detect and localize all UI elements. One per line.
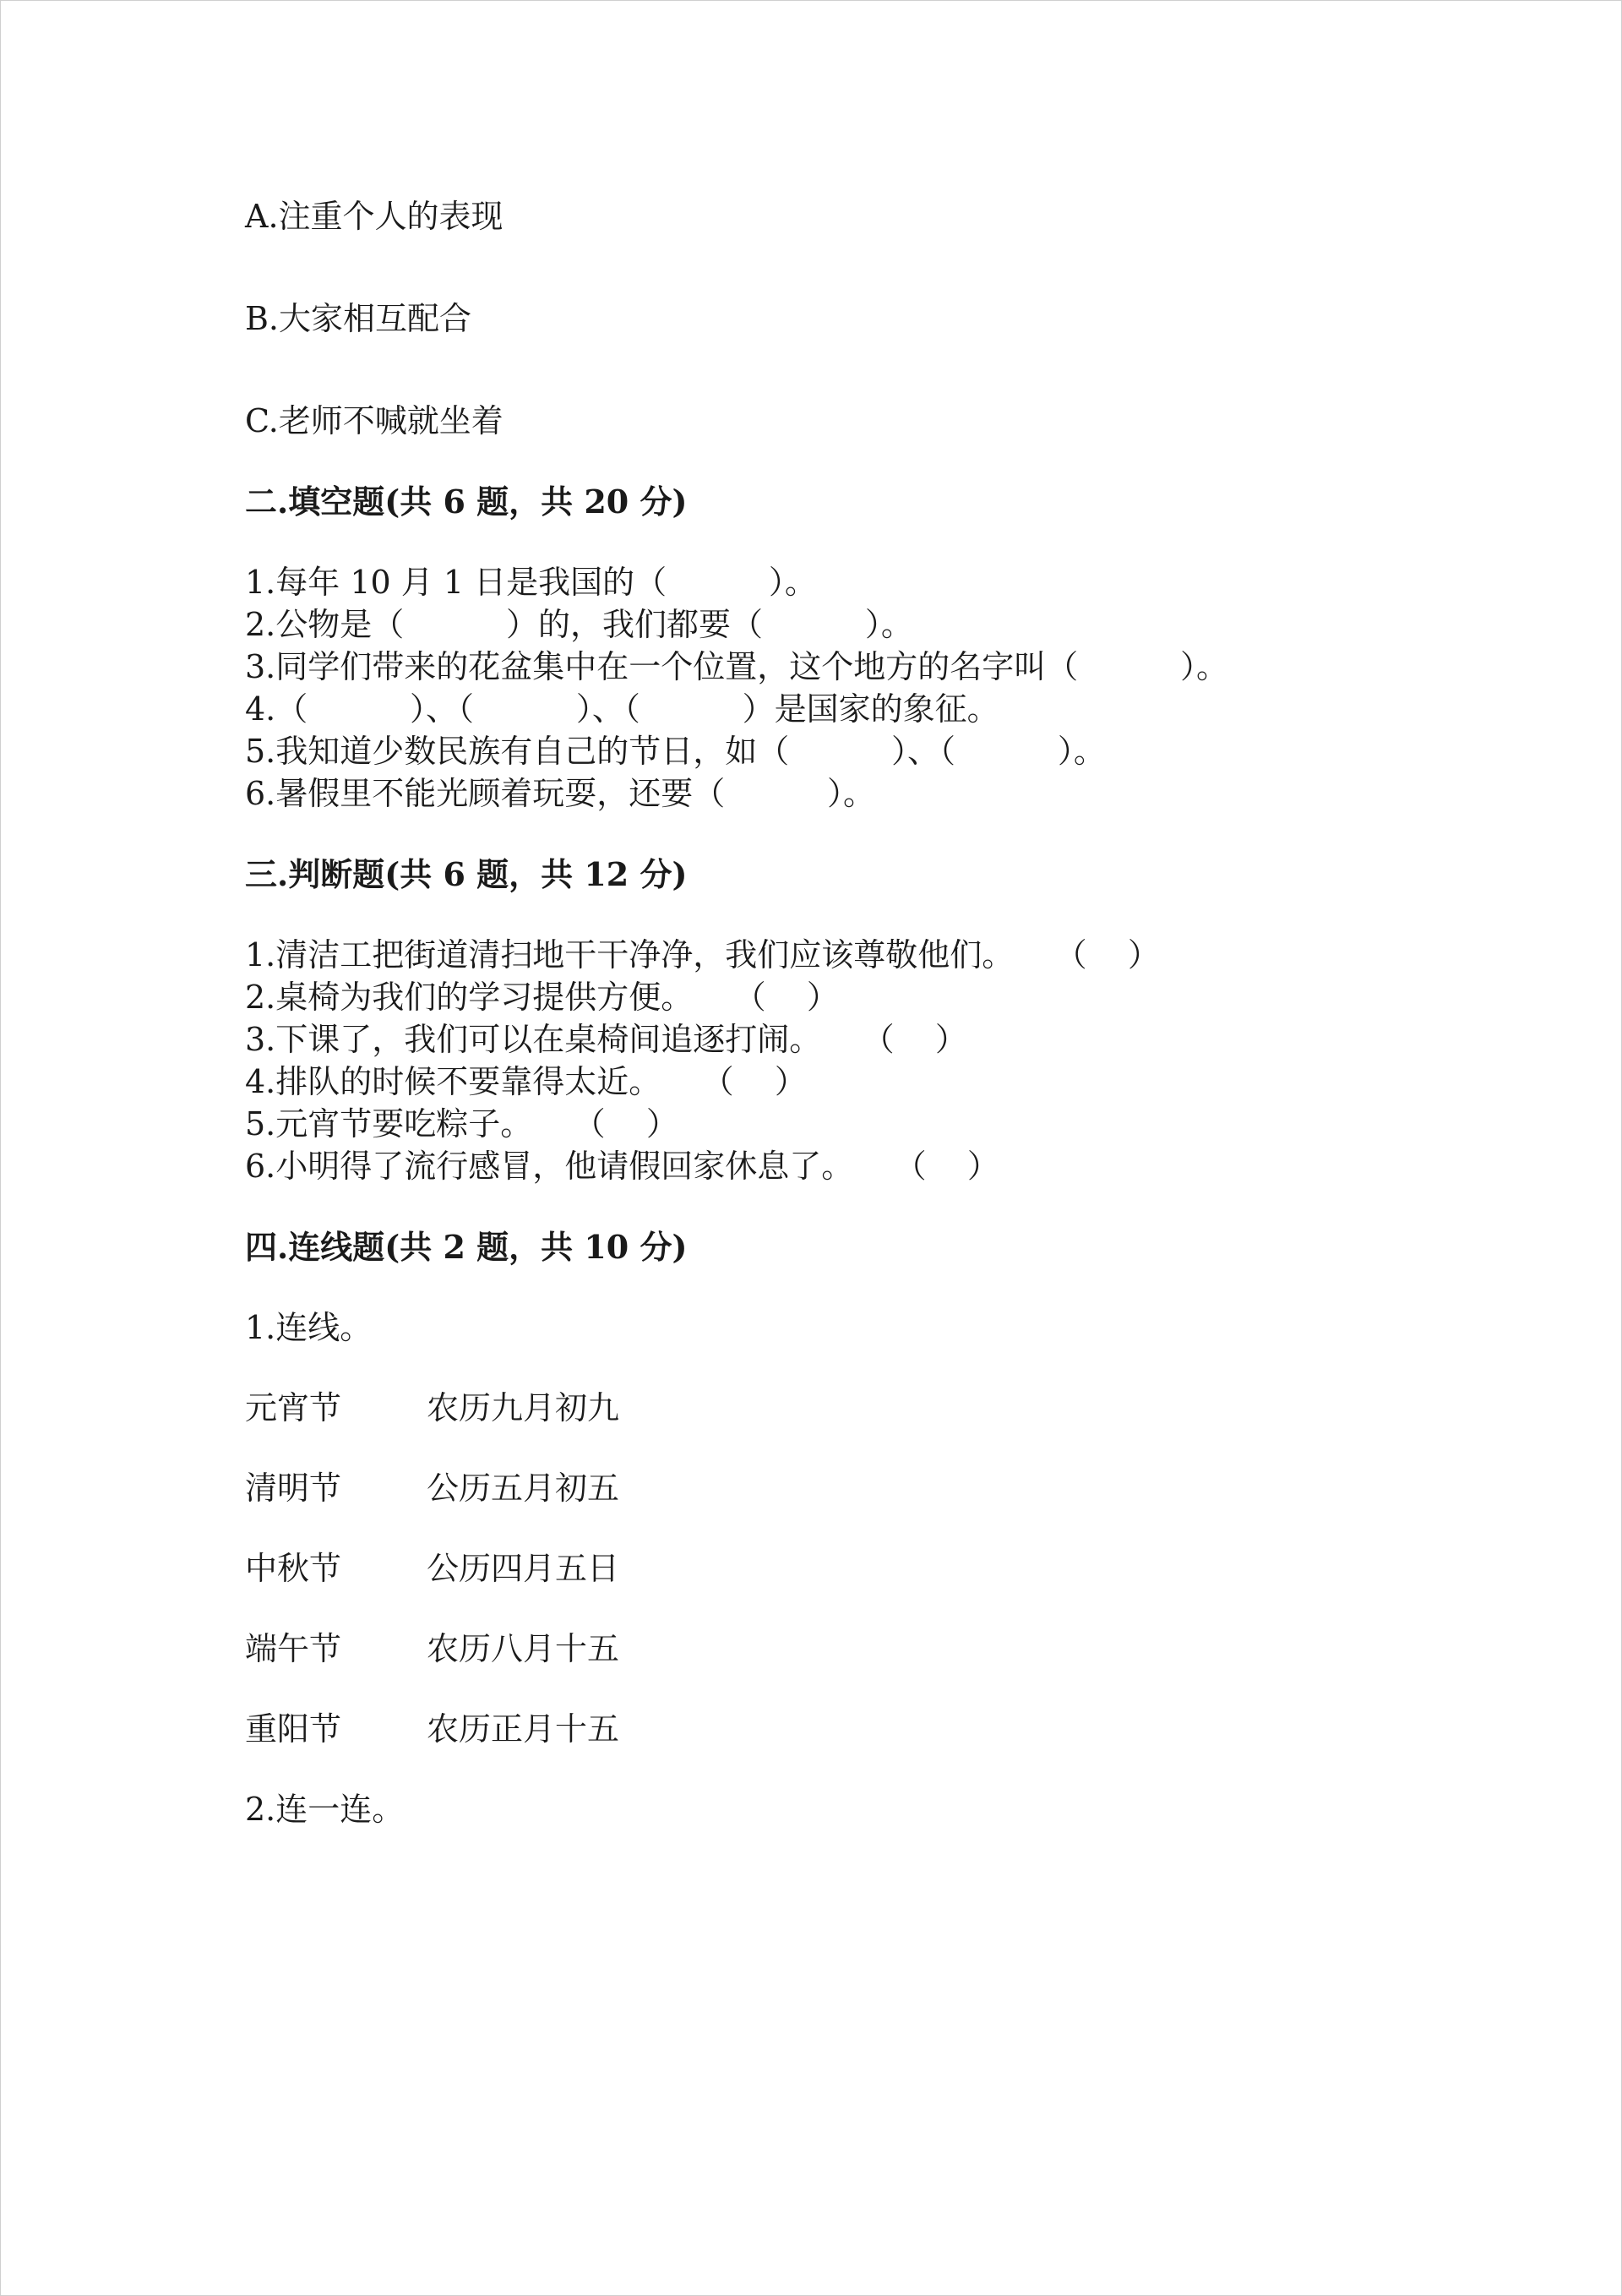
fill-question: 6.暑假里不能光顾着玩耍，还要（ ）。: [245, 775, 876, 812]
matching-left-item: 清明节: [245, 1470, 342, 1507]
fill-question: 3.同学们带来的花盆集中在一个位置，这个地方的名字叫（ ）。: [245, 648, 1229, 685]
judge-question: 3.下课了，我们可以在桌椅间追逐打闹。 （ ）: [245, 1021, 967, 1058]
option-c: C.老师不喊就坐着: [245, 402, 503, 439]
matching-left-item: 端午节: [245, 1630, 342, 1667]
judge-question: 4.排队的时候不要靠得太近。 （ ）: [245, 1063, 807, 1100]
option-a: A.注重个人的表现: [245, 198, 503, 235]
judge-question: 5.元宵节要吃粽子。 （ ）: [245, 1105, 678, 1143]
section-heading-matching: 四.连线题(共 2 题，共 10 分): [245, 1228, 688, 1266]
fill-question: 5.我知道少数民族有自己的节日，如（ ）、（ ）。: [245, 733, 1106, 770]
option-b: B.大家相互配合: [245, 300, 472, 337]
judge-question: 1.清洁工把街道清扫地干干净净，我们应该尊敬他们。 （ ）: [245, 936, 1160, 973]
section-heading-fill-in: 二.填空题(共 6 题，共 20 分): [245, 483, 688, 521]
judge-question: 6.小明得了流行感冒，他请假回家休息了。 （ ）: [245, 1148, 999, 1185]
matching-right-item: 公历四月五日: [427, 1550, 620, 1587]
matching-question-2-label: 2.连一连。: [245, 1791, 405, 1828]
matching-left-item: 中秋节: [245, 1550, 342, 1587]
matching-right-item: 公历五月初五: [427, 1470, 620, 1507]
matching-question-1-label: 1.连线。: [245, 1309, 373, 1346]
matching-left-item: 重阳节: [245, 1710, 342, 1748]
matching-right-item: 农历九月初九: [427, 1389, 620, 1426]
matching-right-item: 农历正月十五: [427, 1710, 620, 1748]
fill-question: 2.公物是（ ）的，我们都要（ ）。: [245, 606, 913, 643]
matching-left-item: 元宵节: [245, 1389, 342, 1426]
fill-question: 1.每年 10 月 1 日是我国的（ ）。: [245, 564, 817, 601]
fill-question: 4.（ ）、（ ）、（ ）是国家的象征。: [245, 690, 999, 728]
section-heading-true-false: 三.判断题(共 6 题，共 12 分): [245, 855, 688, 893]
matching-right-item: 农历八月十五: [427, 1630, 620, 1667]
judge-question: 2.桌椅为我们的学习提供方便。 （ ）: [245, 979, 839, 1016]
